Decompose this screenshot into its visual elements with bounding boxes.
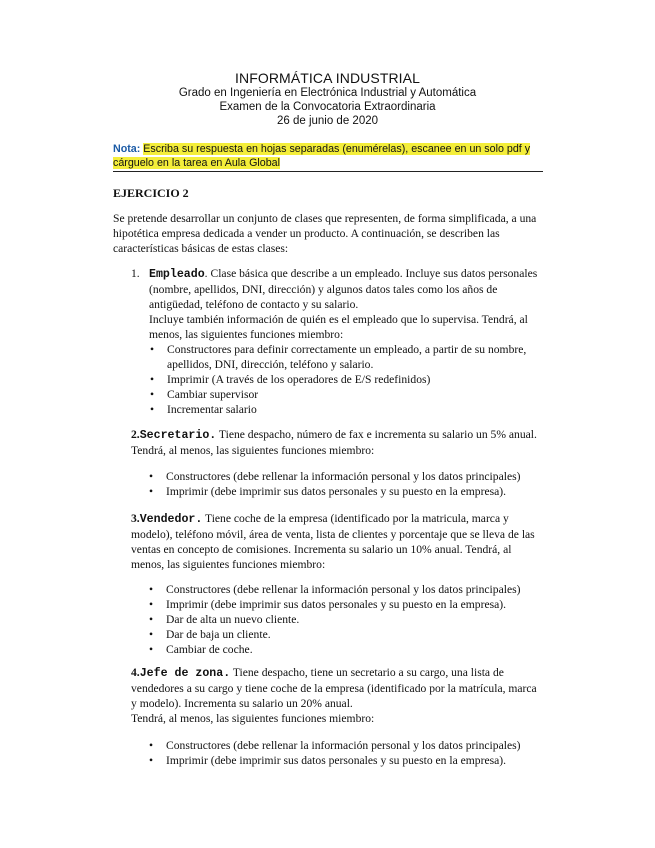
list-item: • Constructores (debe rellenar la información personal y los datos principales)	[148, 738, 548, 753]
list-item: • Constructores (debe rellenar la información personal y los datos principales)	[148, 582, 548, 597]
section-number: 2.	[131, 428, 140, 441]
function-list	[149, 342, 541, 417]
section-description-2: Incluye también información de quién es el empleado que lo supervisa. Tendrá, al menos, las siguientes funciones miembro:	[149, 313, 528, 341]
class-name: Jefe de zona.	[139, 667, 231, 680]
course-title: INFORMÁTICA INDUSTRIAL	[235, 70, 420, 86]
section-secretario	[131, 427, 543, 458]
exercise-title: EJERCICIO 2	[113, 186, 189, 200]
list-item: • Constructores (debe rellenar la información personal y los datos principales)	[148, 469, 548, 484]
submission-note	[113, 143, 543, 172]
exam-date: 26 de junio de 2020	[276, 115, 379, 127]
function-list	[148, 469, 548, 499]
exam-session: Examen de la Convocatoria Extraordinaria	[219, 101, 436, 113]
list-item: • Constructores para definir correctamente un empleado, a partir de su nombre, apellidos, DNI, dirección, teléfono y salario.	[149, 342, 541, 372]
list-item: • Cambiar de coche.	[148, 642, 548, 657]
function-list	[148, 738, 548, 768]
exam-header	[0, 70, 655, 128]
class-name: Vendedor.	[139, 513, 203, 526]
function-list	[148, 582, 548, 657]
list-item: • Imprimir (debe imprimir sus datos personales y su puesto en la empresa).	[148, 753, 548, 768]
section-jefe-de-zona	[131, 665, 543, 726]
list-item: • Incrementar salario	[149, 402, 541, 417]
list-item: • Dar de alta un nuevo cliente.	[148, 612, 548, 627]
degree-name: Grado en Ingeniería en Electrónica Industrial y Automática	[178, 87, 477, 99]
section-desc-text: Tiene despacho, número de fax e incrementa su salario un 5% anual. Tendrá, al menos, las siguientes funciones miembro:	[131, 428, 537, 457]
section-vendedor	[131, 511, 543, 572]
exercise-intro: Se pretende desarrollar un conjunto de clases que representen, de forma simplificada, a una hipotética empresa dedicada a vender un producto. A continuación, se describen las características básicas de estas clases:	[113, 212, 537, 255]
section-desc-text: Tiene despacho, tiene un secretario a su cargo, una lista de vendedores a su cargo y tiene coche de la empresa (identificado por la matrícula, marca y modelo). Incrementa su salario un 20% anual.	[131, 666, 537, 710]
section-description	[149, 266, 541, 312]
section-number: 1.	[131, 267, 140, 280]
section-description-2: Tendrá, al menos, las siguientes funciones miembro:	[131, 712, 375, 725]
list-item: • Imprimir (debe imprimir sus datos personales y su puesto en la empresa).	[148, 597, 548, 612]
section-empleado	[131, 266, 541, 417]
section-desc-text: . Clase básica que describe a un empleado. Incluye sus datos personales (nombre, apellidos, DNI, dirección) y algunos datos tales como los años de antigüedad, teléfono de contacto y su salario.	[149, 267, 538, 311]
note-label: Nota:	[113, 143, 141, 155]
section-desc-text: Tiene coche de la empresa (identificado por la matricula, marca y modelo), teléfono móvil, área de venta, lista de clientes y porcentaje que se lleva de las ventas en concepto de comisiones. Incrementa su salario un 10% anual. Tendrá, al menos, las siguientes funciones miembro:	[131, 512, 535, 571]
class-name: Secretario.	[139, 429, 217, 442]
section-number: 3.	[131, 512, 140, 525]
list-item: • Dar de baja un cliente.	[148, 627, 548, 642]
section-number: 4.	[131, 666, 140, 679]
list-item: • Imprimir (debe imprimir sus datos personales y su puesto en la empresa).	[148, 484, 548, 499]
list-item: • Imprimir (A través de los operadores de E/S redefinidos)	[149, 372, 541, 387]
list-item: • Cambiar supervisor	[149, 387, 541, 402]
class-name: Empleado	[149, 268, 205, 281]
note-text: Escriba su respuesta en hojas separadas (enumérelas), escanee en un solo pdf y cárguelo en la tarea en Aula Global	[113, 143, 531, 169]
section-description	[131, 665, 543, 711]
